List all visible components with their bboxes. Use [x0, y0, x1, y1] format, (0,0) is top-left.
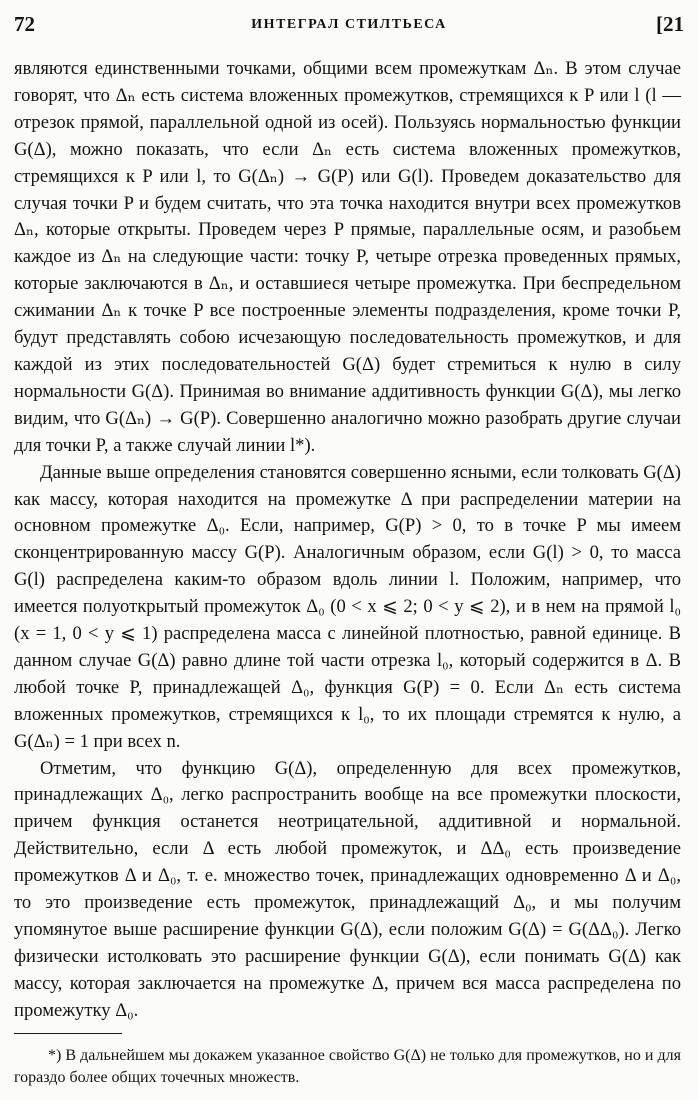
running-title: ИНТЕГРАЛ СТИЛТЬЕСА [251, 17, 447, 32]
section-number: [21 [656, 12, 684, 36]
footnote: *) В дальнейшем мы докажем указанное свойство G(Δ) не только для промежутков, но и для гораздо более общих точечных множеств. [14, 1047, 681, 1086]
main-text [14, 56, 681, 1025]
page-header [14, 10, 684, 44]
page-number: 72 [14, 12, 35, 36]
paragraph-1: являются единственными точками, общими всем промежуткам Δₙ. В этом случае говорят, что Δₙ есть система вложенных промежутков, стремящихся к P или l (l — отрезок прямой, параллельной одной из осей). Пользуясь нормальностью функции G(Δ), можно показать, что если Δₙ есть система вложенных промежутков, стремящихся к P или l, то G(Δₙ) → G(P) или G(l). Проведем доказательство для случая точки P и будем считать, что эта точка находится внутри всех промежутков Δₙ, которые открыты. Проведем через P прямые, параллельные осям, и разобьем каждое из Δₙ на следующие части: точку P, четыре отрезка проведенных прямых, которые заключаются в Δₙ, и оставшиеся четыре промежутка. При беспредельном сжимании Δₙ к точке P все построенные элементы подразделения, кроме точки P, будут представлять собою исчезающую последовательность промежутков, и для каждой из этих последовательностей G(Δ) будет стремиться к нулю в силу нормальности G(Δ). Принимая во внимание аддитивность функции G(Δ), мы легко видим, что G(Δₙ) → G(P). Совершенно аналогично можно разобрать другие случаи для точки P, а также случай линии l*). [14, 58, 681, 456]
footnote-rule [14, 1033, 122, 1034]
paragraph-2: Данные выше определения становятся совершенно ясными, если толковать G(Δ) как массу, которая находится на промежутке Δ при распределении материи на основном промежутке Δ₀. Если, например, G(P) > 0, то в точке P мы имеем сконцентрированную массу G(P). Аналогичным образом, если G(l) > 0, то масса G(l) распределена каким-то образом вдоль линии l. Положим, например, что имеется полуоткрытый промежуток Δ₀ (0 < x ⩽ 2; 0 < y ⩽ 2), и в нем на прямой l₀ (x = 1, 0 < y ⩽ 1) распределена масса с линейной плотностью, равной единице. В данном случае G(Δ) равно длине той части отрезка l₀, который содержится в Δ. В любой точке P, принадлежащей Δ₀, функция G(P) = 0. Если Δₙ есть система вложенных промежутков, стремящихся к l₀, то их площади стремятся к нулю, а G(Δₙ) = 1 при всех n. [14, 461, 681, 752]
paragraph-3: Отметим, что функцию G(Δ), определенную для всех промежутков, принадлежащих Δ₀, легко распространить вообще на все промежутки плоскости, причем функция останется неотрицательной, аддитивной и нормальной. Действительно, если Δ есть любой промежуток, и ΔΔ₀ есть произведение промежутков Δ и Δ₀, т. е. множество точек, принадлежащих одновременно Δ и Δ₀, то это произведение есть промежуток, принадлежащий Δ₀, и мы получим упомянутое выше расширение функции G(Δ), если положим G(Δ) = G(ΔΔ₀). Легко физически истолковать это расширение функции G(Δ), если понимать G(Δ) как массу, которая заключается на промежутке Δ, причем вся масса распределена по промежутку Δ₀. [14, 757, 682, 1021]
